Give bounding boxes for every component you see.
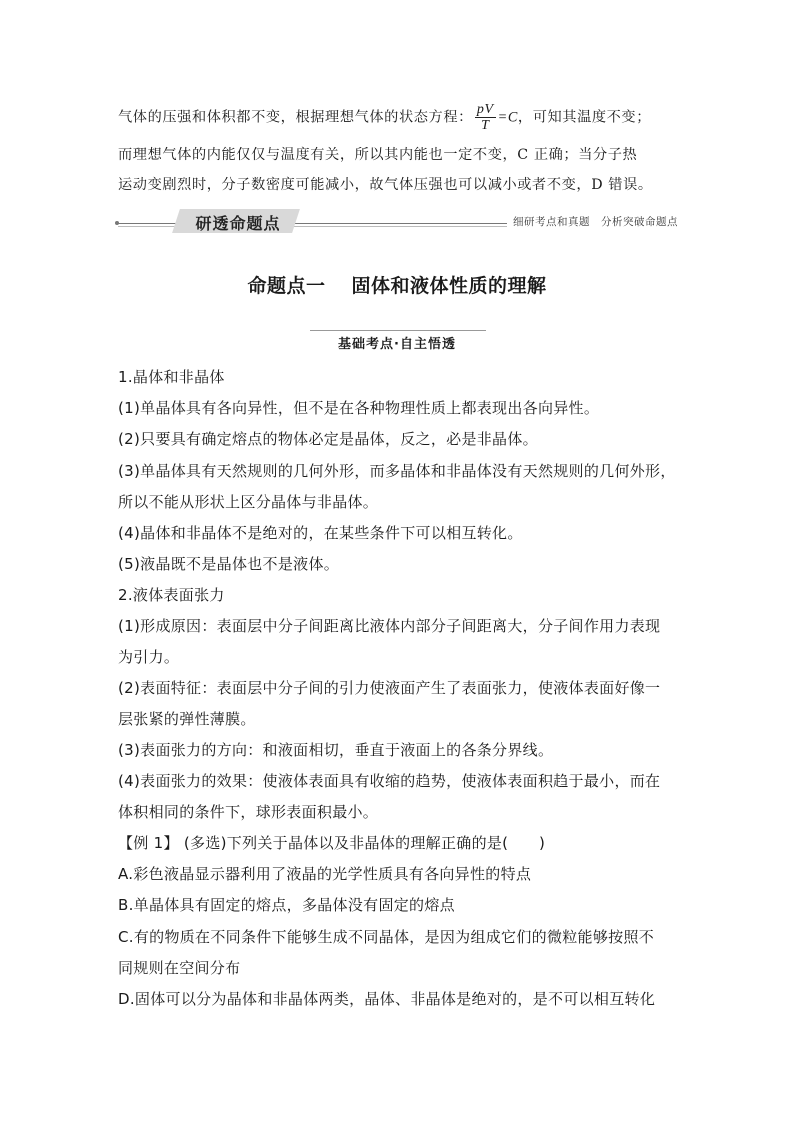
- heading-surface-tension: 2.液体表面张力: [118, 586, 225, 604]
- option-a: A.彩色液晶显示器利用了液晶的光学性质具有各向异性的特点: [118, 865, 532, 883]
- formula-numerator: pV: [476, 102, 494, 117]
- subtitle-text: 基础考点·自主悟透: [338, 337, 456, 352]
- intro-line-1: [118, 102, 651, 133]
- body-line: (2)只要具有确定熔点的物体必定是晶体，反之，必是非晶体。: [118, 430, 538, 448]
- formula-rhs: =C: [497, 109, 518, 126]
- body-line: (3)单晶体具有天然规则的几何外形，而多晶体和非晶体没有天然规则的几何外形，: [118, 462, 676, 480]
- body-line: (4)表面张力的效果：使液体表面具有收缩的趋势，使液体表面积趋于最小，而在: [118, 772, 661, 790]
- body-line: (4)晶体和非晶体不是绝对的，在某些条件下可以相互转化。: [118, 524, 523, 542]
- formula-fraction: [475, 102, 496, 133]
- option-b: B.单晶体具有固定的熔点，多晶体没有固定的熔点: [118, 896, 455, 914]
- section-title: [0, 271, 794, 298]
- intro-line-2: 而理想气体的内能仅仅与温度有关，所以其内能也一定不变，C 正确；当分子热: [118, 147, 638, 163]
- section-title-text: 固体和液体性质的理解: [351, 275, 547, 297]
- section-banner: [118, 205, 678, 235]
- intro-text-after: ，可知其温度不变；: [517, 109, 652, 126]
- heading-crystals: 1.晶体和非晶体: [118, 368, 225, 386]
- intro-text: 气体的压强和体积都不变，根据理想气体的状态方程：: [118, 109, 473, 126]
- option-d: D.固体可以分为晶体和非晶体两类，晶体、非晶体是绝对的，是不可以相互转化: [118, 990, 656, 1008]
- body-line: (3)表面张力的方向：和液面相切，垂直于液面上的各条分界线。: [118, 741, 554, 759]
- option-c: C.有的物质在不同条件下能够生成不同晶体，是因为组成它们的微粒能够按照不: [118, 928, 655, 946]
- body-line: (5)液晶既不是晶体也不是液体。: [118, 555, 340, 573]
- banner-tab-label: 研透命题点: [195, 214, 281, 233]
- section-title-number: 命题点一: [247, 275, 326, 297]
- body-line: 所以不能从形状上区分晶体与非晶体。: [118, 493, 379, 511]
- banner-right-text: 细研考点和真题 分析突破命题点: [507, 214, 678, 229]
- formula-denominator: T: [481, 118, 490, 133]
- body-line: 体积相同的条件下，球形表面积最小。: [118, 803, 379, 821]
- body-line: 为引力。: [118, 648, 180, 666]
- subtitle-rule: [310, 330, 486, 331]
- example-question: 【例 1】 (多选)下列关于晶体以及非晶体的理解正确的是( ): [118, 834, 546, 852]
- body-line: (1)单晶体具有各向异性，但不是在各种物理性质上都表现出各向异性。: [118, 399, 600, 417]
- body-line: 层张紧的弹性薄膜。: [118, 710, 256, 728]
- body-line: (1)形成原因：表面层中分子间距离比液体内部分子间距离大，分子间作用力表现: [118, 617, 661, 635]
- body-line: (2)表面特征：表面层中分子间的引力使液面产生了表面张力，使液体表面好像一: [118, 679, 661, 697]
- intro-line-3: 运动变剧烈时，分子数密度可能减小，故气体压强也可以减小或者不变，D 错误。: [118, 177, 653, 193]
- option-c-cont: 同规则在空间分布: [118, 959, 241, 977]
